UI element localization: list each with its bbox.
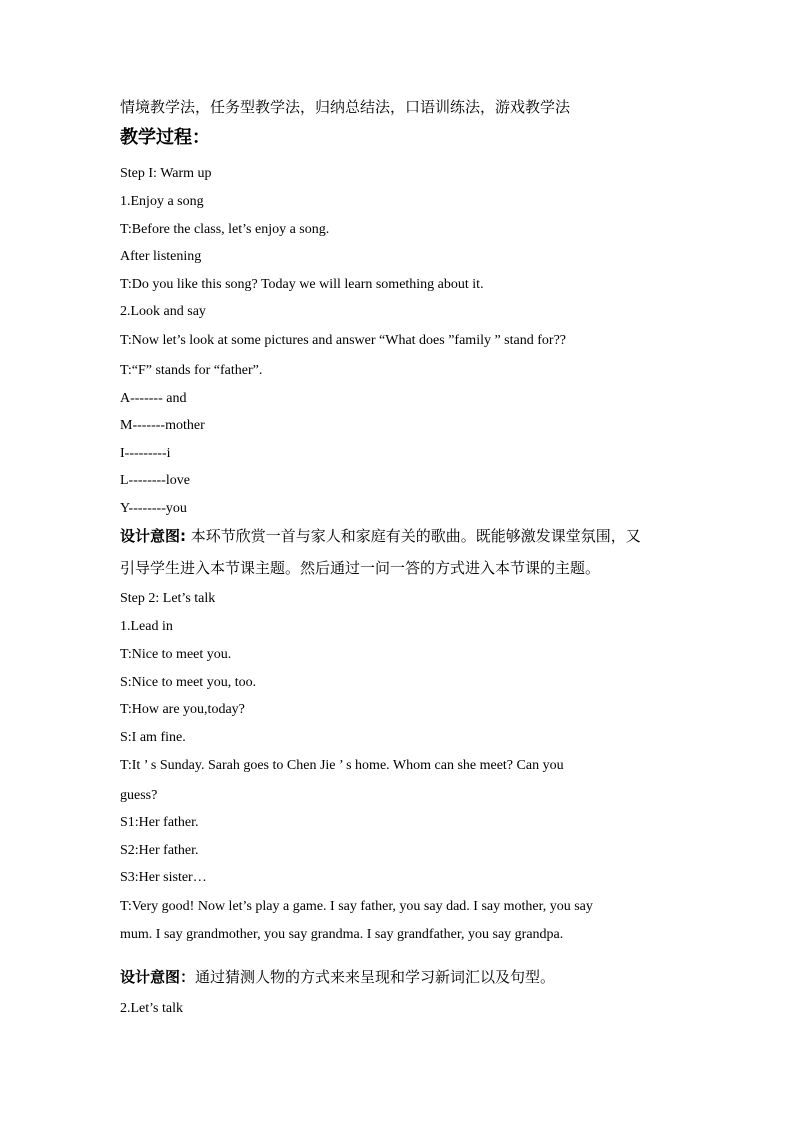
teaching-process-heading: 教学过程： [120, 127, 210, 148]
design-intent-label: 设计意图： [120, 968, 196, 986]
step1-text-line: T:Before the class, let’s enjoy a song. [120, 222, 330, 237]
acrostic-line: L--------love [120, 473, 190, 488]
dialogue-line: T:It ’ s Sunday. Sarah goes to Chen Jie ’ s home. Whom can she meet? Can you [120, 758, 564, 773]
dialogue-line: S1:Her father. [120, 815, 199, 830]
step2-sub1: 1.Lead in [120, 619, 173, 634]
dialogue-line: S:Nice to meet you, too. [120, 675, 257, 690]
dialogue-line: S3:Her sister… [120, 870, 207, 885]
step1-sub1: 1.Enjoy a song [120, 194, 204, 209]
step1-text-line: T:Now let’s look at some pictures and answer “What does ”family ” stand for?? [120, 333, 566, 348]
dialogue-line: T:Very good! Now let’s play a game. I say father, you say dad. I say mother, you say [120, 899, 593, 914]
step2-sub2: 2.Let’s talk [120, 1001, 183, 1016]
design-intent-1-line1 [120, 526, 641, 546]
step1-text-line: T:Do you like this song? Today we will learn something about it. [120, 277, 484, 292]
dialogue-line: S2:Her father. [120, 843, 199, 858]
dialogue-line: guess? [120, 788, 158, 803]
step1-title: Step I: Warm up [120, 166, 212, 181]
dialogue-line: mum. I say grandmother, you say grandma. I say grandfather, you say grandpa. [120, 927, 564, 942]
step1-text-line: After listening [120, 249, 202, 264]
design-intent-text: 通过猜测人物的方式来来呈现和学习新词汇以及句型。 [195, 968, 556, 986]
acrostic-line: A------- and [120, 391, 187, 406]
dialogue-line: S:I am fine. [120, 730, 186, 745]
step1-sub2: 2.Look and say [120, 304, 206, 319]
design-intent-text: 本环节欣赏一首与家人和家庭有关的歌曲。既能够激发课堂氛围，又 [186, 527, 641, 545]
acrostic-line: M-------mother [120, 418, 205, 433]
design-intent-label: 设计意图: [120, 527, 186, 545]
acrostic-line: I---------i [120, 446, 171, 461]
dialogue-line: T:Nice to meet you. [120, 647, 232, 662]
teaching-methods-line: 情境教学法，任务型教学法，归纳总结法，口语训练法，游戏教学法 [120, 98, 571, 116]
step2-title: Step 2: Let’s talk [120, 591, 216, 606]
design-intent-1-line2: 引导学生进入本节课主题。然后通过一问一答的方式进入本节课的主题。 [120, 559, 601, 577]
step1-text-line: T:“F” stands for “father”. [120, 363, 263, 378]
dialogue-line: T:How are you,today? [120, 702, 245, 717]
acrostic-line: Y--------you [120, 501, 187, 516]
design-intent-2 [120, 967, 555, 987]
